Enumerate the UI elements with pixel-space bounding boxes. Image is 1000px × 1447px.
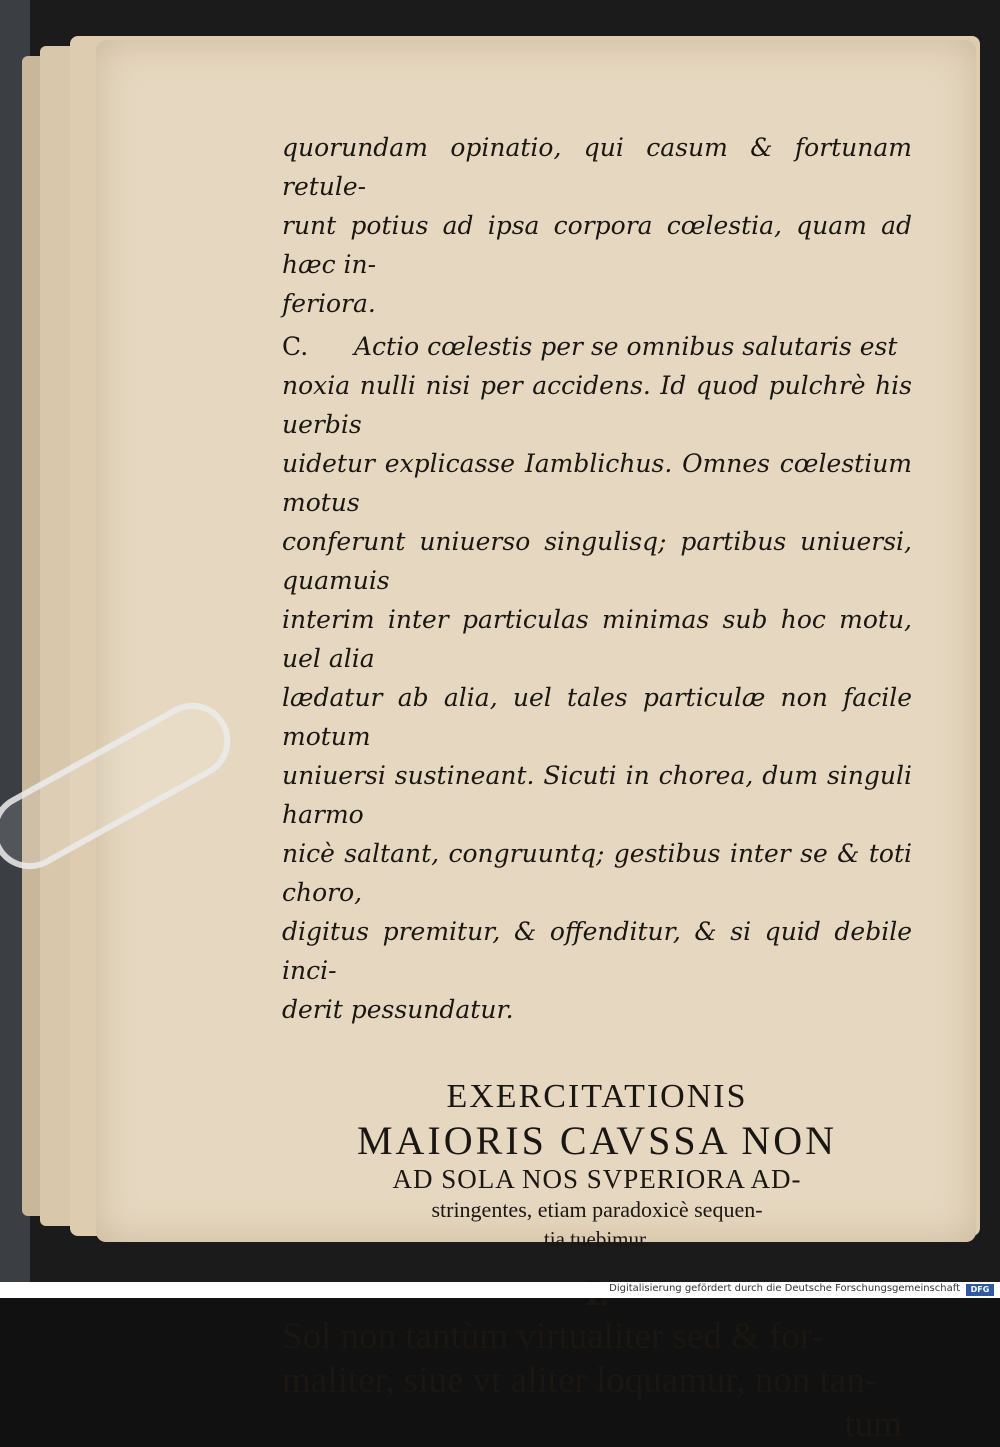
text-line: derit pessundatur. xyxy=(282,995,514,1024)
heading-line: tia tuebimur. xyxy=(543,1227,651,1251)
heading-line: stringentes, etiam paradoxicè sequen- xyxy=(431,1197,763,1222)
text-line: digitus premitur, & offenditur, & si quid debile inci- xyxy=(282,917,912,985)
text-line: noxia nulli nisi per accidens. Id quod pulchrè his uerbis xyxy=(282,371,912,439)
heading-line: EXERCITATIONIS xyxy=(446,1078,748,1115)
text-line: uidetur explicasse Iamblichus. Omnes cœlestium motus xyxy=(282,449,912,517)
text-line: quorundam opinatio, qui casum & fortunam retule- xyxy=(282,133,912,201)
catchword: tum xyxy=(844,1404,902,1445)
thesis-text xyxy=(282,1315,912,1403)
section-label: C. xyxy=(282,332,309,361)
text-line: feriora. xyxy=(282,289,376,318)
text-line: lædatur ab alia, uel tales particulæ non facile motum xyxy=(282,683,912,751)
opening-passage xyxy=(282,128,912,323)
dfg-logo: DFG xyxy=(966,1284,994,1296)
section-c xyxy=(282,327,912,1029)
heading-line: MAIORIS CAVSSA NON xyxy=(356,1118,838,1163)
footer-bar xyxy=(0,1282,1000,1298)
text-line xyxy=(282,327,912,366)
text-line: interim inter particulas minimas sub hoc motu, uel alia xyxy=(282,605,912,673)
section-heading xyxy=(282,1075,912,1253)
heading-line: AD SOLA NOS SVPERIORA AD- xyxy=(392,1164,802,1194)
text-line: nicè saltant, congruuntq; gestibus inter se & toti choro, xyxy=(282,839,912,907)
text-line: maliter, siue vt aliter loquamur, non tan- xyxy=(282,1360,878,1401)
text-line: runt potius ad ipsa corpora cœlestia, quam ad hæc in- xyxy=(282,211,912,279)
page-text xyxy=(282,128,912,1447)
text-line: uniuersi sustineant. Sicuti in chorea, dum singuli harmo xyxy=(282,761,912,829)
text-line: conferunt uniuerso singulisq; partibus uniuersi, quamuis xyxy=(282,527,912,595)
funding-credit: Digitalisierung gefördert durch die Deutsche Forschungsgemeinschaft xyxy=(609,1283,960,1294)
text-line: Sol non tantùm virtualiter sed & for- xyxy=(282,1316,824,1357)
text-line-content: Actio cœlestis per se omnibus salutaris est xyxy=(354,332,898,361)
